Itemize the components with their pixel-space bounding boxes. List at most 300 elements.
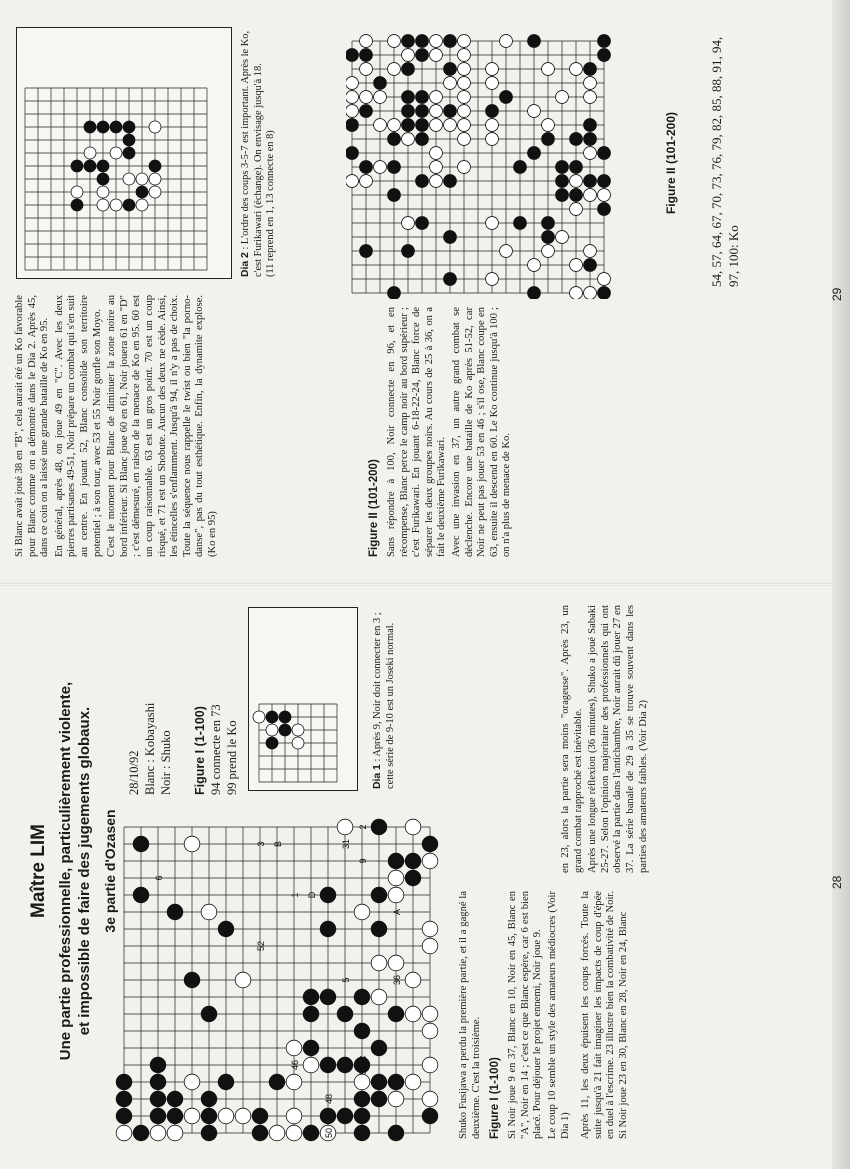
black-stone [402,91,415,104]
black-stone [598,35,611,48]
black-stone [133,1125,149,1141]
board-label: D [307,891,317,899]
black-stone [136,186,148,198]
black-stone [402,105,415,118]
dia-1-caption: Dia 1 : Après 9, Noir doit connecter en 3 ; cette série de 9-10 est un Joseki normal. [372,612,396,789]
paragraph: Le coup 10 semble un style des amateurs médiocres (Voir Dia 1) [546,891,571,1139]
black-stone [514,217,527,230]
white-stone [430,49,443,62]
white-stone [292,724,304,736]
black-stone [218,921,234,937]
white-stone [405,819,421,835]
white-stone [388,887,404,903]
black-stone [201,1125,217,1141]
white-stone [201,904,217,920]
board-label: 52 [256,940,266,952]
white-stone [388,119,401,132]
board-label: 9 [358,858,368,864]
white-stone [500,245,513,258]
board-label: 48 [324,1093,334,1105]
black-stone [416,49,429,62]
black-stone [416,119,429,132]
black-stone [371,1091,387,1107]
black-stone [570,189,583,202]
white-stone [374,161,387,174]
black-stone [486,105,499,118]
paragraph: Après 11, les deux épuisent les coups forcés. Toute la suite jusqu'à 21 fait imaginer les impacts de coup d'épée en duel à l'escrime. 23 illustre bien la combativité de Noir. Si Noir joue 23 en 30, Blanc en 28, Noir en 24, Blanc [580,891,629,1139]
black-stone [279,711,291,723]
white-stone [458,161,471,174]
right-column-2 [362,307,516,557]
white-stone [528,259,541,272]
white-stone [486,77,499,90]
board-label: 36 [392,974,402,986]
board-label: 2 [358,824,368,830]
white-stone [402,217,415,230]
white-stone [167,1125,183,1141]
white-stone [346,105,358,118]
black-stone [444,105,457,118]
black-stone [402,245,415,258]
black-stone [374,77,387,90]
black-stone [354,1023,370,1039]
black-stone [71,160,83,172]
paragraph: Si Noir joue 9 en 37, Blanc en 10, Noir en 45, Blanc en "A", Noir en 14 ; c'est ce que Blanc espère, car 6 est bien placé. Pour déjouer le projet ennemi, Noir joue 9. [507,891,544,1139]
black-stone [150,1074,166,1090]
white-stone [542,245,555,258]
white-stone [337,819,353,835]
black-stone [266,737,278,749]
white-stone [84,147,96,159]
white-stone [430,35,443,48]
white-stone [458,35,471,48]
white-stone [402,49,415,62]
black-stone [167,1091,183,1107]
black-stone [405,853,421,869]
ko-list [708,25,742,287]
white-player: Blanc : Kobayashi [143,702,157,795]
white-stone [458,119,471,132]
board-label: 1 [290,892,300,898]
black-stone [416,35,429,48]
black-stone [354,1125,370,1141]
white-stone [388,870,404,886]
dia-1-label: Dia 1 [372,764,383,789]
black-stone [150,1057,166,1073]
white-stone [388,35,401,48]
game-info [126,605,240,795]
left-col2-paragraphs [560,605,650,873]
left-col1-paragraphs [507,891,630,1139]
white-stone [150,1125,166,1141]
black-stone [218,1074,234,1090]
black-stone [354,1108,370,1124]
white-stone [371,989,387,1005]
dia-2-note: (11 reprend en 1, 13 connecte en 8) [265,130,276,277]
white-stone [286,1108,302,1124]
white-stone [570,259,583,272]
black-stone [444,35,457,48]
white-stone [570,63,583,76]
black-stone [110,121,122,133]
black-stone [371,921,387,937]
white-stone [500,35,513,48]
black-stone [320,1108,336,1124]
black-stone [201,1006,217,1022]
right-column-1 [14,295,222,557]
white-stone [184,1074,200,1090]
black-stone [337,1108,353,1124]
black-stone [167,1108,183,1124]
white-stone [584,147,597,160]
white-stone [458,63,471,76]
black-stone [500,91,513,104]
white-stone [458,77,471,90]
black-stone [97,160,109,172]
board-label: 51 C [358,1055,368,1075]
figure-1-board [112,815,442,1145]
left-column-1 [458,891,633,1139]
game-title: 3e partie d'Ozasen [102,809,118,933]
paragraph: en 23, alors la partie sera moins "orageuse". Après 23, un grand combat rapproché est inévitable. [560,605,584,873]
ko-list-line-2: 97, 100: Ko [726,225,741,287]
black-stone [346,119,358,132]
white-stone [388,63,401,76]
figure-1-heading: Figure I (1-100) [489,1057,502,1139]
black-stone [542,217,555,230]
black-stone [570,161,583,174]
black-stone [84,160,96,172]
paragraph: Si Blanc avait joué 38 en "B", cela aurait été un Ko favorable pour Blanc comme on a démontré dans le Dia 2. Après 45, dans ce coin on a laissé une grande bataille de Ko en 95. [14,295,51,557]
white-stone [570,203,583,216]
black-stone [570,133,583,146]
go-board-dia-1 [249,608,357,790]
white-stone [218,1108,234,1124]
paragraph: Sans répondre à 100, Noir connecte en 96, et en récompense, Blanc perce le camp noir au bord supérieur ; c'est Furikawari. En jouant 6-18-22-24, Blanc force de séparer les deux groupes noirs. Au cours de 25 à 36, on a fait le deuxième Furikawari. [386,307,448,557]
black-stone [598,147,611,160]
black-stone [354,1091,370,1107]
white-stone [346,175,358,188]
white-stone [430,147,443,160]
left-page [0,585,850,1169]
board-label: 5 [341,977,351,983]
page-number: 28 [830,875,844,889]
white-stone [486,273,499,286]
white-stone [286,1040,302,1056]
white-stone [430,119,443,132]
white-stone [346,91,358,104]
white-stone [388,1091,404,1107]
figure-1-note-1: 94 connecte en 73 [209,704,223,795]
white-stone [444,119,457,132]
black-stone [422,836,438,852]
black-stone [167,904,183,920]
black-stone [388,161,401,174]
black-stone [320,887,336,903]
black-stone [402,63,415,76]
black-stone [320,921,336,937]
black-stone [346,49,358,62]
white-stone [542,119,555,132]
black-stone [320,989,336,1005]
dia-2-label: Dia 2 [240,252,251,277]
black-stone [444,63,457,76]
black-stone [444,273,457,286]
white-stone [405,972,421,988]
black-stone [303,989,319,1005]
white-stone [346,77,358,90]
black-stone [360,245,373,258]
black-stone [269,1074,285,1090]
white-stone [286,1125,302,1141]
white-stone [136,173,148,185]
white-stone [422,853,438,869]
black-stone [266,711,278,723]
black-stone [388,287,401,299]
black-stone [201,1091,217,1107]
black-stone [584,259,597,272]
white-stone [360,63,373,76]
black-stone [354,989,370,1005]
board-label: B [273,840,283,848]
white-stone [584,287,597,299]
white-stone [292,737,304,749]
black-stone [149,160,161,172]
black-stone [337,1057,353,1073]
white-stone [116,1125,132,1141]
black-stone [416,91,429,104]
black-stone [123,199,135,211]
black-stone [184,972,200,988]
black-stone [320,1057,336,1073]
white-stone [110,147,122,159]
figure-2-caption: Figure II (101-200) [664,111,678,215]
white-stone [584,245,597,258]
black-stone [598,287,611,299]
game-date: 28/10/92 [127,750,141,795]
white-stone [266,724,278,736]
intro-text: Shuko Fusijawa a perdu la première partie, et il a gagné la deuxième. C'est la troisième. [458,891,482,1139]
black-stone [444,231,457,244]
white-stone [97,199,109,211]
white-stone [184,1108,200,1124]
white-stone [422,1057,438,1073]
white-stone [430,161,443,174]
white-stone [444,77,457,90]
black-stone [279,724,291,736]
black-stone [422,1108,438,1124]
black-stone [346,147,358,160]
board-label: 6 [154,875,164,881]
board-label: 46 [290,1059,300,1071]
black-stone [97,173,109,185]
white-stone [402,133,415,146]
black-stone [598,175,611,188]
white-stone [149,186,161,198]
black-stone [360,49,373,62]
white-stone [360,35,373,48]
right-col2-paragraphs [386,307,514,557]
white-stone [422,921,438,937]
black-stone [133,836,149,852]
black-stone [71,199,83,211]
white-stone [374,91,387,104]
black-stone [123,147,135,159]
white-stone [458,105,471,118]
black-stone [337,1006,353,1022]
white-stone [570,175,583,188]
white-stone [422,938,438,954]
black-stone [388,189,401,202]
black-stone [528,35,541,48]
black-stone [133,887,149,903]
dia-1-box [248,607,358,791]
article-title: Maître LIM [28,824,49,918]
right-col1-paragraphs [14,295,220,557]
black-stone [388,1006,404,1022]
black-stone [402,119,415,132]
black-player: Noir : Shuko [159,730,173,795]
white-stone [458,49,471,62]
black-stone [123,134,135,146]
white-stone [430,105,443,118]
board-label: 31 [341,838,351,850]
black-stone [150,1091,166,1107]
white-stone [303,1057,319,1073]
subtitle-line-2: et impossible de faire des jugements globaux. [76,706,93,1036]
black-stone [252,1108,268,1124]
white-stone [149,121,161,133]
ko-list-line-1: 54, 57, 64, 67, 70, 73, 76, 79, 82, 85, 88, 91, 94, [709,36,724,287]
black-stone [97,121,109,133]
white-stone [556,91,569,104]
black-stone [388,853,404,869]
board-grid [25,88,207,270]
dia-2-text: L'ordre des coups 3-5-7 est important. Après le Ko, c'est Furikawari (échange). On envisage jusqu'à 18. [240,30,264,277]
black-stone [371,1040,387,1056]
black-stone [416,133,429,146]
black-stone [416,175,429,188]
white-stone [584,189,597,202]
right-page [0,0,850,583]
white-stone [430,175,443,188]
black-stone [371,819,387,835]
white-stone [71,186,83,198]
black-stone [528,287,541,299]
white-stone [286,1074,302,1090]
black-stone [388,1125,404,1141]
paragraph: Après une longue réflexion (36 minutes), Shuko a joué Sabaki 25-27. Selon l'opinion majoritaire des professionnels qui ont observé la partie dans l'antichambre, Noir aurait dû jouer 27 en 37. La série banale de 29 à 35 se trouve souvent dans les parties des amateurs faibles. (Voir Dia 2) [587,605,649,873]
black-stone [201,1108,217,1124]
white-stone [405,1074,421,1090]
black-stone [402,35,415,48]
white-stone [458,133,471,146]
white-stone [598,189,611,202]
white-stone [184,836,200,852]
board-label: A [392,908,402,916]
white-stone [486,119,499,132]
paragraph: C'est le moment pour Blanc de diminuer la zone noire au bord inférieur. Si Blanc joue 60 en 61, Noir jouera 61 en "D" ; c'est démesuré, en raison de la menace de Ko en 95. 60 est un coup raisonnable. 63 est un gros point. 70 est un coup risqué, et 71 est un Shobute. Aucun des deux ne cède. Ainsi, les étincelles s'enflamment. Jusqu'à 94, il n'y a pas de choix. Toute la séquence nous rappelle le twist ou bien "la porno-danse", pas du tout esthétique. Enfin, la dynamite explose. (Ko en 95) [106,295,218,557]
black-stone [584,133,597,146]
white-stone [486,217,499,230]
white-stone [405,1006,421,1022]
white-stone [486,63,499,76]
article-subtitle [56,603,94,1139]
black-stone [528,147,541,160]
white-stone [374,119,387,132]
figure-2-heading: Figure II (101-200) [368,459,380,557]
figure-1-label: Figure I (1-100) [193,706,207,795]
black-stone [416,105,429,118]
white-stone [422,1091,438,1107]
black-stone [371,1074,387,1090]
white-stone [354,1074,370,1090]
black-stone [150,1108,166,1124]
black-stone [303,1040,319,1056]
black-stone [303,1006,319,1022]
paragraph: En général, après 48, on joue 49 en "C". Avec les deux pierres partisanes 49-51, Noir prépare un combat qui s'en suit au centre. En jouant 52, Blanc consolide son territoire potentiel ; à son tour, avec 53 et 55 Noir gonfle son Moyo. [53,295,103,557]
black-stone [116,1108,132,1124]
white-stone [486,133,499,146]
white-stone [388,955,404,971]
dia-2-box [16,27,232,279]
black-stone [556,161,569,174]
white-stone [136,199,148,211]
white-stone [360,175,373,188]
paragraph: Avec une invasion en 37, un autre grand combat se déclenche. Encore une bataille de Ko après 51-52, car Noir ne peut pas jouer 53 en 46 ; s'il ose, Blanc coupe en 63, ensuite il descend en 60. Le Ko continue jusqu'à 100 ; on n'a plus de menace de Ko. [450,307,513,557]
dia-2-caption: Dia 2 : L'ordre des coups 3-5-7 est important. Après le Ko, c'est Furikawari (échange). On envisage jusqu'à 18. (11 reprend en 1, 13 connecte en 8) [240,27,278,277]
black-stone [360,105,373,118]
white-stone [570,287,583,299]
subtitle-line-1: Une partie professionnelle, particulièrement violente, [57,681,74,1061]
figure-2-board [346,31,614,299]
black-stone [416,217,429,230]
white-stone [253,711,265,723]
white-stone [149,173,161,185]
white-stone [584,91,597,104]
white-stone [360,91,373,104]
black-stone [84,121,96,133]
page-number: 29 [830,287,844,301]
board-label: 50 [324,1127,334,1139]
go-board-figure-2 [346,31,614,299]
board-label: 3 [256,841,266,847]
white-stone [110,199,122,211]
black-stone [116,1091,132,1107]
left-column-2 [560,605,652,873]
white-stone [458,91,471,104]
black-stone [598,49,611,62]
white-stone [371,955,387,971]
black-stone [542,133,555,146]
go-board-figure-1 [112,815,442,1145]
black-stone [514,161,527,174]
black-stone [584,63,597,76]
black-stone [584,175,597,188]
white-stone [269,1125,285,1141]
black-stone [388,133,401,146]
black-stone [405,870,421,886]
black-stone [556,189,569,202]
black-stone [542,231,555,244]
white-stone [354,904,370,920]
black-stone [360,161,373,174]
black-stone [252,1125,268,1141]
white-stone [97,186,109,198]
white-stone [235,972,251,988]
black-stone [444,175,457,188]
white-stone [422,1006,438,1022]
